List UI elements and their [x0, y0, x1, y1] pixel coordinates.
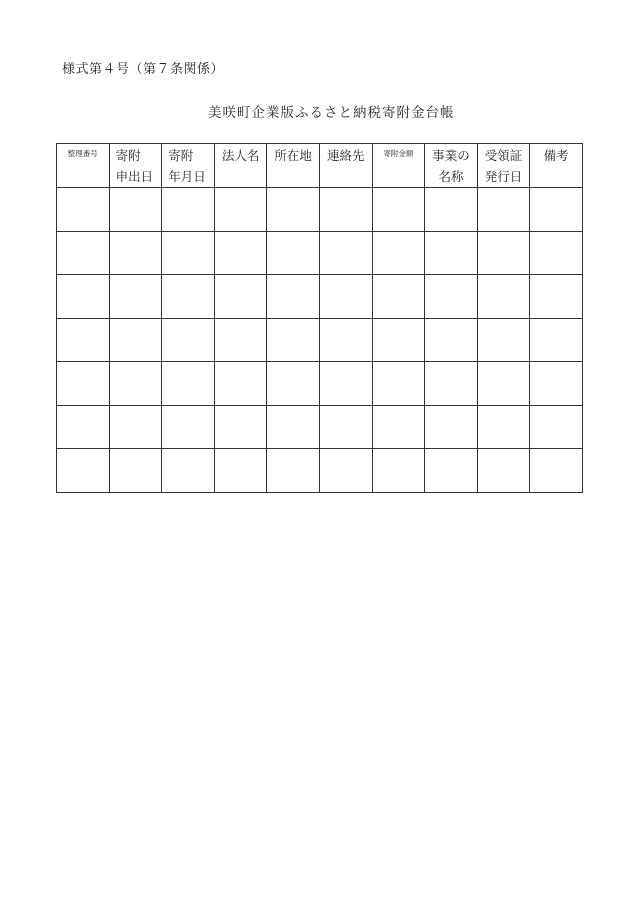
- table-cell: [109, 449, 162, 493]
- table-cell: [162, 362, 215, 406]
- column-header-line: 事業の: [432, 148, 470, 163]
- table-cell: [372, 275, 425, 319]
- table-cell: [214, 188, 267, 232]
- table-cell: [267, 405, 320, 449]
- column-header: [162, 144, 215, 188]
- column-header: [57, 144, 110, 188]
- form-number-label: 様式第４号（第７条関係）: [62, 62, 225, 77]
- table-cell: [530, 362, 583, 406]
- column-header-line: 寄附金額: [383, 149, 414, 158]
- column-header-line: 備考: [543, 148, 569, 163]
- table-cell: [162, 275, 215, 319]
- table-cell: [372, 449, 425, 493]
- table-cell: [530, 405, 583, 449]
- table-row: [57, 405, 583, 449]
- table-row: [57, 275, 583, 319]
- table-cell: [267, 188, 320, 232]
- table-cell: [109, 318, 162, 362]
- table-cell: [214, 362, 267, 406]
- table-row: [57, 188, 583, 232]
- column-header-line: 法人名: [221, 148, 260, 163]
- column-header: [477, 144, 530, 188]
- table-cell: [57, 275, 110, 319]
- column-header: [425, 144, 478, 188]
- table-cell: [319, 449, 372, 493]
- table-cell: [57, 318, 110, 362]
- table-cell: [530, 188, 583, 232]
- table-cell: [372, 188, 425, 232]
- table-cell: [319, 362, 372, 406]
- document-title: 美咲町企業版ふるさと納税寄附金台帳: [208, 105, 455, 121]
- table-cell: [530, 231, 583, 275]
- table-cell: [425, 231, 478, 275]
- table-cell: [214, 275, 267, 319]
- table-cell: [425, 449, 478, 493]
- table-cell: [425, 405, 478, 449]
- donation-ledger-table: [56, 143, 583, 493]
- table-cell: [477, 362, 530, 406]
- table-row: [57, 362, 583, 406]
- table-cell: [109, 275, 162, 319]
- table-body: [57, 188, 583, 493]
- table-cell: [425, 275, 478, 319]
- table-row: [57, 318, 583, 362]
- table-cell: [214, 318, 267, 362]
- table-cell: [109, 188, 162, 232]
- table-cell: [57, 188, 110, 232]
- column-header-line: 申出日: [115, 169, 154, 184]
- column-header-line: 年月日: [168, 169, 206, 184]
- column-header-line: 寄附: [168, 148, 194, 163]
- table-cell: [57, 449, 110, 493]
- table-cell: [214, 449, 267, 493]
- table-cell: [57, 231, 110, 275]
- column-header-line: 寄附: [115, 148, 141, 163]
- table-cell: [57, 362, 110, 406]
- table-cell: [214, 231, 267, 275]
- table-cell: [372, 318, 425, 362]
- table-cell: [530, 318, 583, 362]
- table-cell: [319, 318, 372, 362]
- table-row: [57, 449, 583, 493]
- table-cell: [214, 405, 267, 449]
- table-cell: [162, 449, 215, 493]
- table-cell: [530, 449, 583, 493]
- table-cell: [425, 188, 478, 232]
- table-cell: [267, 362, 320, 406]
- table-cell: [267, 231, 320, 275]
- table-cell: [372, 405, 425, 449]
- table-row: [57, 231, 583, 275]
- table-cell: [57, 405, 110, 449]
- column-header-line: 整理番号: [67, 149, 98, 158]
- table-cell: [425, 318, 478, 362]
- column-header: [109, 144, 162, 188]
- column-header-line: 所在地: [274, 148, 312, 163]
- column-header: [214, 144, 267, 188]
- table-cell: [162, 188, 215, 232]
- table-cell: [267, 449, 320, 493]
- column-header: [319, 144, 372, 188]
- table-cell: [109, 231, 162, 275]
- table-cell: [109, 405, 162, 449]
- column-header-line: 名称: [438, 169, 464, 184]
- table-header-row: [57, 144, 583, 188]
- table-cell: [109, 362, 162, 406]
- column-header-line: 連絡先: [327, 148, 365, 163]
- table-cell: [162, 231, 215, 275]
- table-cell: [477, 188, 530, 232]
- table-cell: [477, 318, 530, 362]
- table-cell: [162, 318, 215, 362]
- table-cell: [530, 275, 583, 319]
- table-cell: [162, 405, 215, 449]
- column-header-line: 発行日: [484, 169, 523, 184]
- column-header: [267, 144, 320, 188]
- table-cell: [477, 449, 530, 493]
- table-cell: [319, 275, 372, 319]
- table-cell: [267, 318, 320, 362]
- column-header: [372, 144, 425, 188]
- column-header-line: 受領証: [484, 148, 523, 163]
- table-cell: [372, 231, 425, 275]
- table-cell: [319, 405, 372, 449]
- table-cell: [267, 275, 320, 319]
- table-cell: [319, 231, 372, 275]
- table-cell: [477, 275, 530, 319]
- table-cell: [425, 362, 478, 406]
- column-header: [530, 144, 583, 188]
- table-cell: [477, 405, 530, 449]
- table-cell: [477, 231, 530, 275]
- table-cell: [372, 362, 425, 406]
- table-cell: [319, 188, 372, 232]
